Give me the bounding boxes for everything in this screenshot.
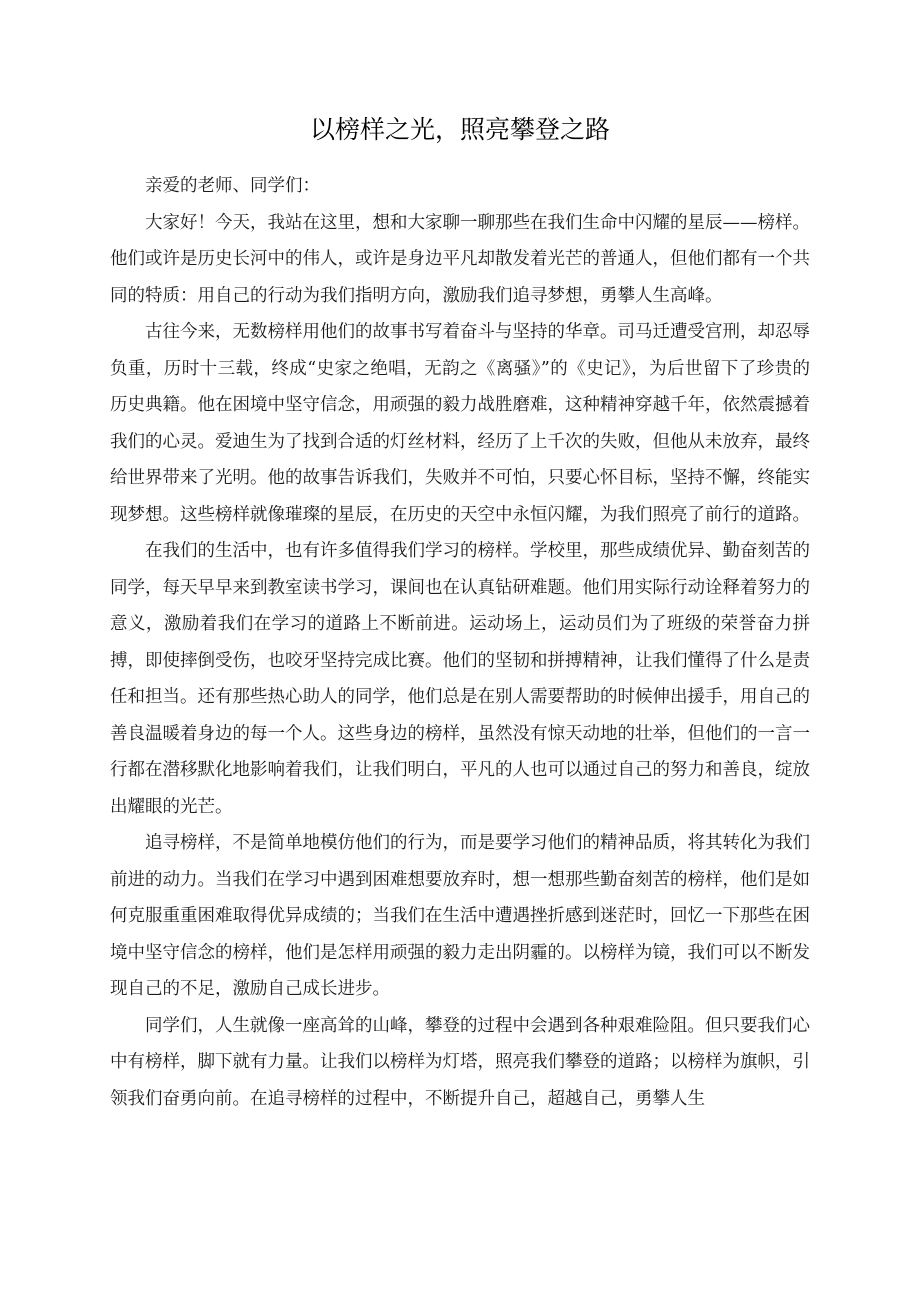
paragraph-historical-examples: 古往今来，无数榜样用他们的故事书写着奋斗与坚持的华章。司马迁遭受宫刑，却忍辱负重，历时十三载，终成“史家之绝唱，无韵之《离骚》”的《史记》，为后世留下了珍贵的历史典籍。他在困境中坚守信念，用顽强的毅力战胜磨难，这种精神穿越千年，依然震撼着我们的心灵。爱迪生为了找到合适的灯丝材料，经历了上千次的失败，但他从未放弃，最终给世界带来了光明。他的故事告诉我们，失败并不可怕，只要心怀目标，坚持不懈，终能实现梦想。这些榜样就像璀璨的星辰，在历史的天空中永恒闪耀，为我们照亮了前行的道路。 xyxy=(110,322,810,525)
paragraph-everyday-examples: 在我们的生活中，也有许多值得我们学习的榜样。学校里，那些成绩优异、勤奋刻苦的同学，每天早早来到教室读书学习，课间也在认真钻研难题。他们用实际行动诠释着努力的意义，激励着我们在学习的道路上不断前进。运动场上，运动员们为了班级的荣誉奋力拼搏，即使摔倒受伤，也咬牙坚持完成比赛。他们的坚韧和拼搏精神，让我们懂得了什么是责任和担当。还有那些热心助人的同学，他们总是在别人需要帮助的时候伸出援手，用自己的善良温暖着身边的每一个人。这些身边的榜样，虽然没有惊天动地的壮举，但他们的一言一行都在潜移默化地影响着我们，让我们明白，平凡的人也可以通过自己的努力和善良，绽放出耀眼的光芒。 xyxy=(110,541,810,817)
greeting-line: 亲爱的老师、同学们： xyxy=(145,176,320,196)
document-body xyxy=(110,168,810,1117)
paragraph-intro: 大家好！今天，我站在这里，想和大家聊一聊那些在我们生命中闪耀的星辰——榜样。他们或许是历史长河中的伟人，或许是身边平凡却散发着光芒的普通人，但他们都有一个共同的特质：用自己的行动为我们指明方向，激励我们追寻梦想，勇攀人生高峰。 xyxy=(110,212,810,306)
paragraph-learning-from-models: 追寻榜样，不是简单地模仿他们的行为，而是要学习他们的精神品质，将其转化为我们前进的动力。当我们在学习中遇到困难想要放弃时，想一想那些勤奋刻苦的榜样，他们是如何克服重重困难取得优异成绩的；当我们在生活中遭遇挫折感到迷茫时，回忆一下那些在困境中坚守信念的榜样，他们是怎样用顽强的毅力走出阴霾的。以榜样为镜，我们可以不断发现自己的不足，激励自己成长进步。 xyxy=(110,833,810,999)
paragraph-closing: 同学们，人生就像一座高耸的山峰，攀登的过程中会遇到各种艰难险阻。但只要我们心中有榜样，脚下就有力量。让我们以榜样为灯塔，照亮我们攀登的道路；以榜样为旗帜，引领我们奋勇向前。在追寻榜样的过程中，不断提升自己，超越自己，勇攀人生 xyxy=(110,1015,810,1109)
document-title: 以榜样之光，照亮攀登之路 xyxy=(309,115,610,144)
